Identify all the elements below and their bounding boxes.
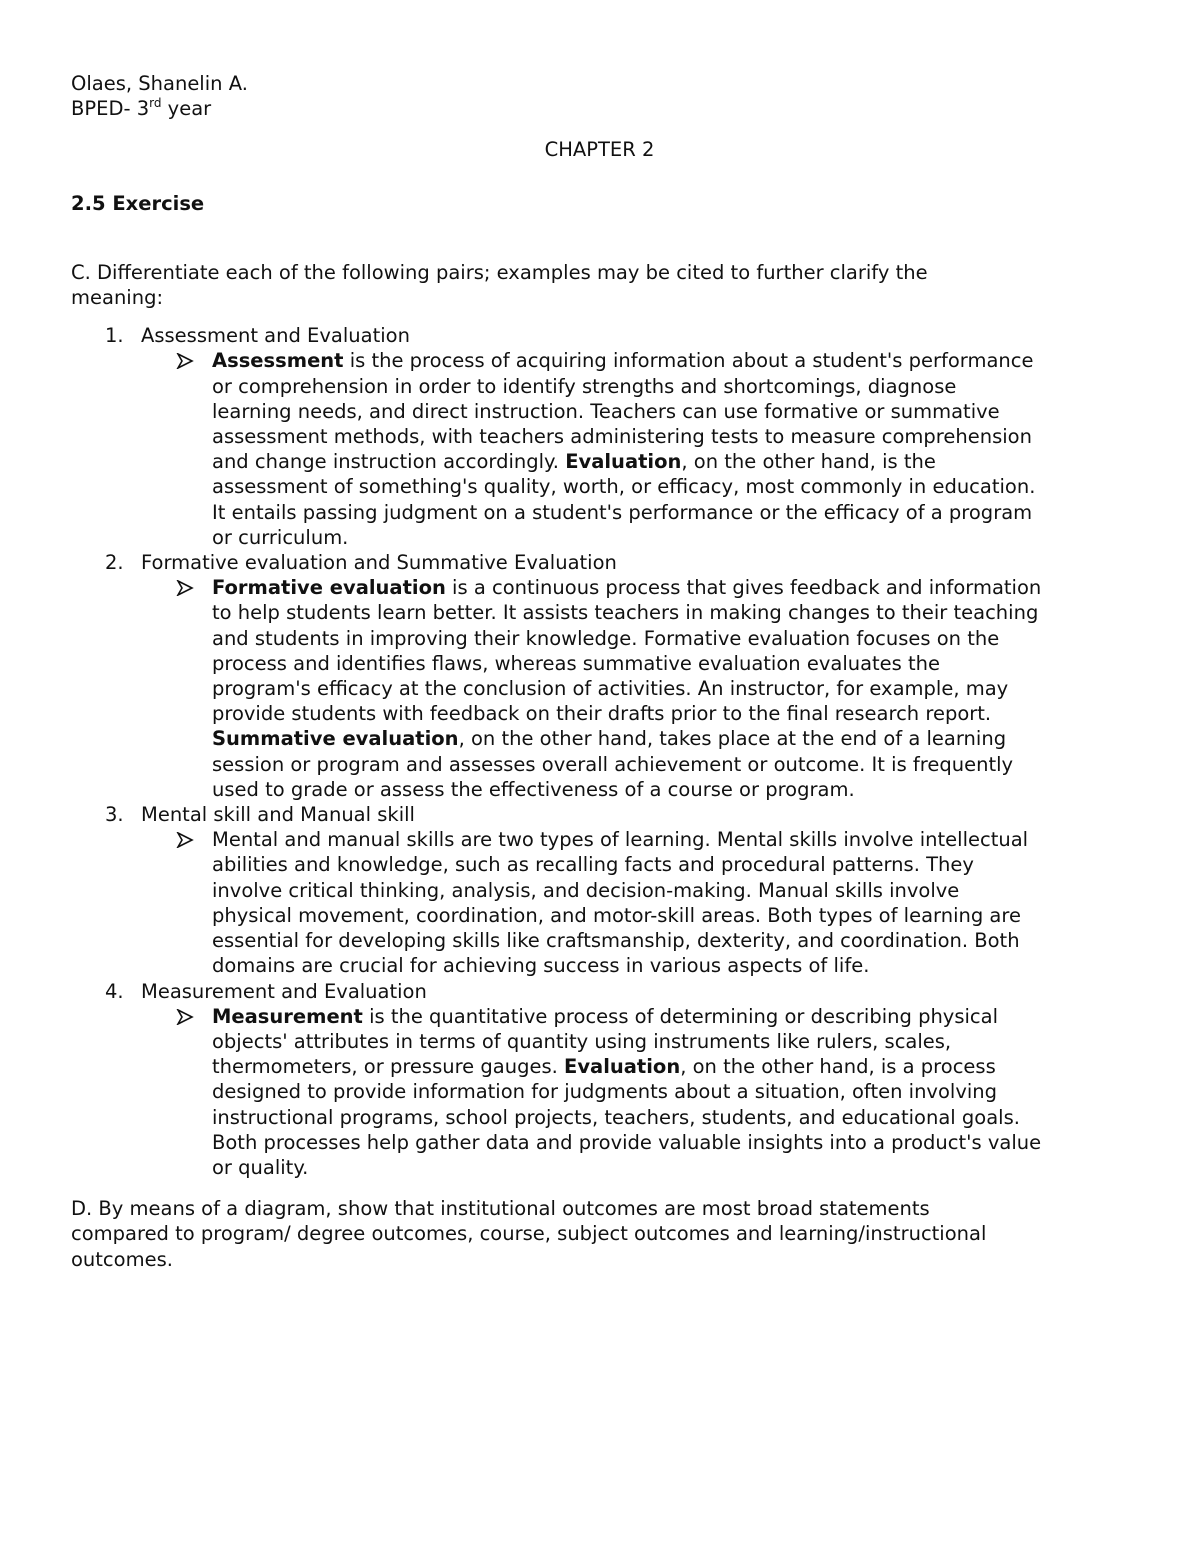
explanation-line: [212, 1004, 1132, 1029]
key-term: Assessment: [212, 349, 344, 373]
key-term: Evaluation: [565, 450, 682, 474]
explanation-line: involve critical thinking, analysis, and decision-making. Manual skills involve: [212, 878, 960, 902]
explanation-segment: , on the other hand, is the: [681, 450, 936, 474]
explanation-line: to help students learn better. It assists teachers in making changes to their teaching: [212, 601, 1039, 625]
explanation-line: designed to provide information for judgments about a situation, often involving: [212, 1080, 998, 1104]
key-term: Evaluation: [564, 1055, 681, 1079]
pair-item: [71, 550, 1136, 802]
explanation-line: physical movement, coordination, and motor-skill areas. Both types of learning are: [212, 903, 1021, 927]
instructions-line: meaning:: [71, 286, 164, 310]
explanation-line: or curriculum.: [212, 525, 349, 549]
explanation-text: [212, 827, 1132, 978]
pair-explanation: [71, 1004, 1136, 1180]
explanation-line: or comprehension in order to identify strengths and shortcomings, diagnose: [212, 374, 957, 398]
pair-title-text: Measurement and Evaluation: [141, 979, 427, 1003]
course-prefix: BPED- 3: [71, 97, 150, 121]
explanation-segment: is the quantitative process of determining or describing physical: [362, 1004, 999, 1028]
pair-number: 4.: [105, 979, 124, 1003]
pair-item: [71, 802, 1136, 978]
pair-explanation: [71, 575, 1136, 802]
course-suffix: year: [161, 97, 212, 121]
arrowhead-bullet-icon: [176, 580, 194, 596]
explanation-segment: , on the other hand, is a process: [680, 1055, 996, 1079]
arrowhead-bullet-icon: [176, 353, 194, 369]
explanation-text: [212, 1004, 1132, 1180]
explanation-line: essential for developing skills like craftsmanship, dexterity, and coordination. Both: [212, 929, 1020, 953]
pair-title-text: Assessment and Evaluation: [141, 324, 410, 348]
part-d-line: compared to program/ degree outcomes, course, subject outcomes and learning/instructional: [71, 1222, 987, 1246]
explanation-segment: is a continuous process that gives feedback and information: [445, 576, 1042, 600]
explanation-line: [212, 449, 1132, 474]
explanation-line: It entails passing judgment on a student's performance or the efficacy of a program: [212, 500, 1033, 524]
chapter-heading: CHAPTER 2: [544, 138, 655, 162]
document-page: [71, 71, 1136, 1272]
explanation-line: [212, 1054, 1132, 1079]
explanation-line: Mental and manual skills are two types of learning. Mental skills involve intellectual: [212, 828, 1029, 852]
section-heading: 2.5 Exercise: [71, 191, 205, 215]
explanation-line: domains are crucial for achieving success in various aspects of life.: [212, 954, 870, 978]
explanation-line: assessment methods, with teachers administering tests to measure comprehension: [212, 425, 1032, 449]
arrowhead-bullet-icon: [176, 832, 194, 848]
explanation-segment: is the process of acquiring information about a student's performance: [343, 349, 1034, 373]
explanation-line: or quality.: [212, 1155, 309, 1179]
explanation-line: process and identifies flaws, whereas summative evaluation evaluates the: [212, 651, 941, 675]
part-d-line: outcomes.: [71, 1247, 173, 1271]
pair-explanation: [71, 348, 1136, 550]
explanation-segment: thermometers, or pressure gauges.: [212, 1055, 564, 1079]
explanation-line: used to grade or assess the effectiveness of a course or program.: [212, 777, 855, 801]
explanation-segment: and change instruction accordingly.: [212, 450, 566, 474]
explanation-line: Both processes help gather data and provide valuable insights into a product's value: [212, 1130, 1042, 1154]
pair-number: 2.: [105, 551, 124, 575]
pair-title: [71, 323, 1136, 348]
part-c-instructions: [71, 260, 1051, 310]
key-term: Measurement: [212, 1004, 363, 1028]
explanation-line: [212, 575, 1132, 600]
pair-number: 3.: [105, 803, 124, 827]
part-d-line: D. By means of a diagram, show that institutional outcomes are most broad statements: [71, 1197, 930, 1221]
pairs-list: [71, 323, 1136, 1180]
explanation-line: provide students with feedback on their drafts prior to the final research report.: [212, 702, 992, 726]
pair-title: [71, 802, 1136, 827]
arrowhead-bullet-icon: [176, 1009, 194, 1025]
course-superscript: rd: [149, 96, 162, 111]
pair-explanation: [71, 827, 1136, 978]
part-d-instructions: [71, 1196, 1111, 1272]
explanation-text: [212, 575, 1132, 802]
explanation-segment: , on the other hand, takes place at the end of a learning: [458, 727, 1007, 751]
explanation-line: [212, 348, 1132, 373]
course-year: [71, 96, 1136, 121]
pair-title: [71, 979, 1136, 1004]
pair-title: [71, 550, 1136, 575]
author-name: Olaes, Shanelin A.: [71, 72, 248, 95]
explanation-line: session or program and assesses overall achievement or outcome. It is frequently: [212, 752, 1014, 776]
explanation-line: learning needs, and direct instruction. Teachers can use formative or summative: [212, 399, 1000, 423]
pair-title-text: Formative evaluation and Summative Evaluation: [141, 551, 617, 575]
explanation-text: [212, 348, 1132, 550]
explanation-line: objects' attributes in terms of quantity using instruments like rulers, scales,: [212, 1029, 952, 1053]
key-term: Summative evaluation: [212, 727, 459, 751]
key-term: Formative evaluation: [212, 576, 446, 600]
explanation-line: program's efficacy at the conclusion of activities. An instructor, for example, may: [212, 677, 1009, 701]
pair-title-text: Mental skill and Manual skill: [141, 803, 415, 827]
pair-item: [71, 323, 1136, 550]
pair-item: [71, 979, 1136, 1181]
explanation-line: instructional programs, school projects, teachers, students, and educational goals.: [212, 1105, 1020, 1129]
explanation-line: [212, 726, 1132, 751]
pair-number: 1.: [105, 324, 124, 348]
explanation-line: assessment of something's quality, worth, or efficacy, most commonly in education.: [212, 475, 1036, 499]
instructions-line: C. Differentiate each of the following pairs; examples may be cited to further clarify the: [71, 260, 928, 284]
explanation-line: and students in improving their knowledge. Formative evaluation focuses on the: [212, 626, 1000, 650]
explanation-line: abilities and knowledge, such as recalling facts and procedural patterns. They: [212, 853, 974, 877]
